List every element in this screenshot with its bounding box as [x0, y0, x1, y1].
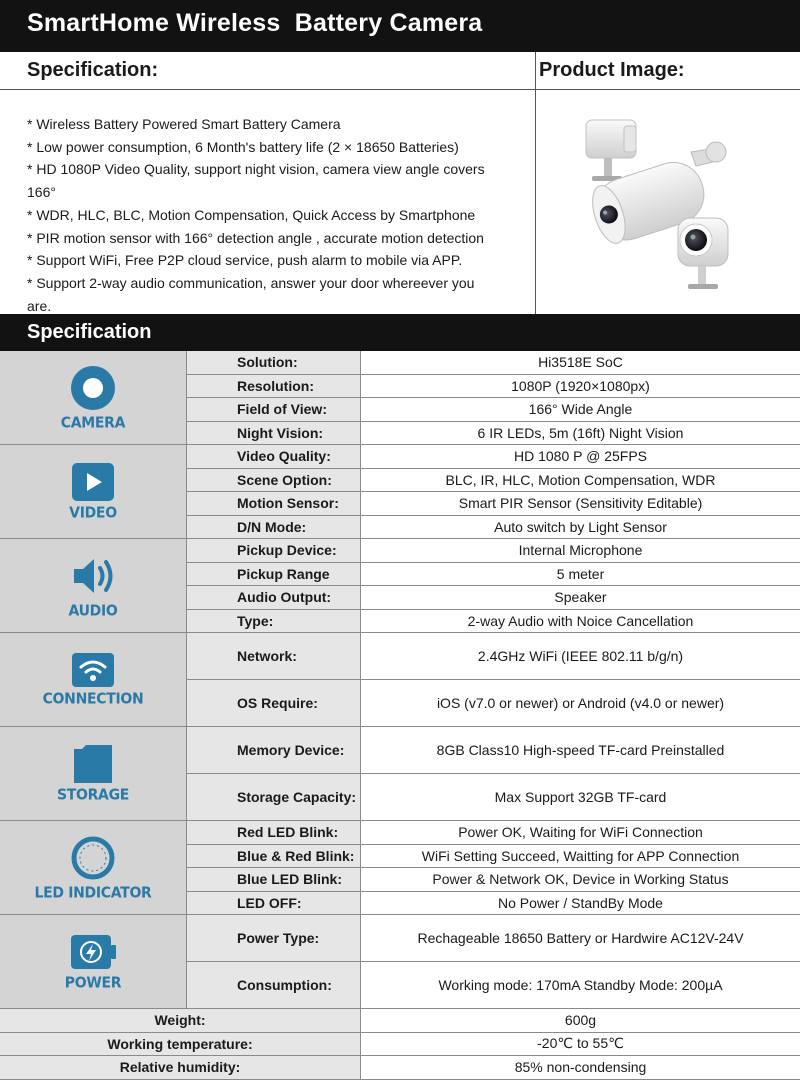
feature-list [0, 90, 536, 314]
spec-label: D/N Mode: [187, 516, 361, 540]
spec-value: Smart PIR Sensor (Sensitivity Editable) [361, 492, 800, 516]
category-label: VIDEO [69, 503, 117, 522]
product-image [536, 90, 800, 314]
spec-label: OS Require: [187, 680, 361, 727]
spec-label: Network: [187, 633, 361, 680]
spec-value: 2.4GHz WiFi (IEEE 802.11 b/g/n) [361, 633, 800, 680]
spec-value: Internal Microphone [361, 539, 800, 563]
spec-value: Power & Network OK, Device in Working Status [361, 868, 800, 892]
specification-heading: Specification: [0, 52, 536, 90]
product-image-heading: Product Image: [539, 59, 685, 81]
spec-value: 8GB Class10 High-speed TF-card Preinstalled [361, 727, 800, 774]
spec-label: Night Vision: [187, 422, 361, 446]
spec-value: iOS (v7.0 or newer) or Android (v4.0 or newer) [361, 680, 800, 727]
feature-line: * Low power consumption, 6 Month's battery life (2 × 18650 Batteries) [27, 138, 459, 155]
spec-value: 2-way Audio with Noice Cancellation [361, 610, 800, 634]
page-title: SmartHome Wireless Battery Camera [0, 0, 800, 52]
spec-value: 600g [361, 1009, 800, 1033]
spec-label: Field of View: [187, 398, 361, 422]
spec-label: Solution: [187, 351, 361, 375]
battery-bolt-icon [69, 933, 117, 971]
category-audio [0, 539, 187, 633]
camera-circle-icon [70, 365, 116, 411]
feature-line: are. [27, 297, 52, 314]
category-label: LED INDICATOR [34, 883, 152, 902]
feature-line: * WDR, HLC, BLC, Motion Compensation, Quick Access by Smartphone [27, 206, 476, 223]
feature-line: 166° [27, 184, 56, 201]
category-power [0, 915, 187, 1009]
spec-value: No Power / StandBy Mode [361, 892, 800, 916]
spec-value: 6 IR LEDs, 5m (16ft) Night Vision [361, 422, 800, 446]
spec-label: Type: [187, 610, 361, 634]
spec-value: 1080P (1920×1080px) [361, 375, 800, 399]
spec-label: Motion Sensor: [187, 492, 361, 516]
spec-label: Power Type: [187, 915, 361, 962]
feature-line: * Wireless Battery Powered Smart Battery Camera [27, 116, 341, 132]
category-label: POWER [64, 973, 122, 992]
specification-section-heading: Specification [0, 314, 800, 351]
spec-label: Video Quality: [187, 445, 361, 469]
spec-label: Relative humidity: [0, 1056, 361, 1080]
feature-line: * HD 1080P Video Quality, support night vision, camera view angle covers [27, 161, 485, 178]
category-label: AUDIO [68, 601, 118, 620]
spec-label: Pickup Range [187, 563, 361, 587]
spec-label: Audio Output: [187, 586, 361, 610]
spec-value: HD 1080 P @ 25FPS [361, 445, 800, 469]
feature-line: * PIR motion sensor with 166° detection angle , accurate motion detection [27, 229, 484, 246]
spec-label: Memory Device: [187, 727, 361, 774]
category-storage [0, 727, 187, 821]
category-video [0, 445, 187, 539]
spec-value: Working mode: 170mA Standby Mode: 200µA [361, 962, 800, 1009]
camera-product-illustration [536, 90, 800, 314]
spec-label: Working temperature: [0, 1033, 361, 1057]
spec-value: Hi3518E SoC [361, 351, 800, 375]
spec-label: Pickup Device: [187, 539, 361, 563]
spec-label: LED OFF: [187, 892, 361, 916]
wifi-icon [72, 653, 114, 687]
spec-label: Storage Capacity: [187, 774, 361, 821]
spec-label: Scene Option: [187, 469, 361, 493]
spec-value: Auto switch by Light Sensor [361, 516, 800, 540]
overview-header [0, 52, 800, 90]
spec-label: Blue LED Blink: [187, 868, 361, 892]
spec-label: Weight: [0, 1009, 361, 1033]
feature-line: * Support 2-way audio communication, answer your door whereever you [27, 274, 475, 291]
spec-value: WiFi Setting Succeed, Waitting for APP Connection [361, 845, 800, 869]
category-connection [0, 633, 187, 727]
category-camera [0, 351, 187, 445]
spec-value: BLC, IR, HLC, Motion Compensation, WDR [361, 469, 800, 493]
spec-value: Power OK, Waiting for WiFi Connection [361, 821, 800, 845]
sd-card-icon [72, 745, 114, 783]
category-label: CONNECTION [42, 689, 144, 708]
play-icon [72, 463, 114, 501]
category-label: CAMERA [60, 413, 126, 432]
spec-value: 85% non-condensing [361, 1056, 800, 1080]
spec-value: Max Support 32GB TF-card [361, 774, 800, 821]
led-ring-icon [70, 835, 116, 881]
speaker-icon [70, 553, 116, 599]
feature-line: * Support WiFi, Free P2P cloud service, push alarm to mobile via APP. [27, 252, 463, 269]
category-led-indicator [0, 821, 187, 915]
spec-value: Speaker [361, 586, 800, 610]
spec-value: 5 meter [361, 563, 800, 587]
spec-label: Resolution: [187, 375, 361, 399]
spec-label: Consumption: [187, 962, 361, 1009]
spec-value: 166° Wide Angle [361, 398, 800, 422]
spec-label: Red LED Blink: [187, 821, 361, 845]
category-label: STORAGE [56, 785, 130, 804]
spec-label: Blue & Red Blink: [187, 845, 361, 869]
spec-value: -20℃ to 55℃ [361, 1033, 800, 1057]
spec-value: Rechageable 18650 Battery or Hardwire AC12V-24V [361, 915, 800, 962]
